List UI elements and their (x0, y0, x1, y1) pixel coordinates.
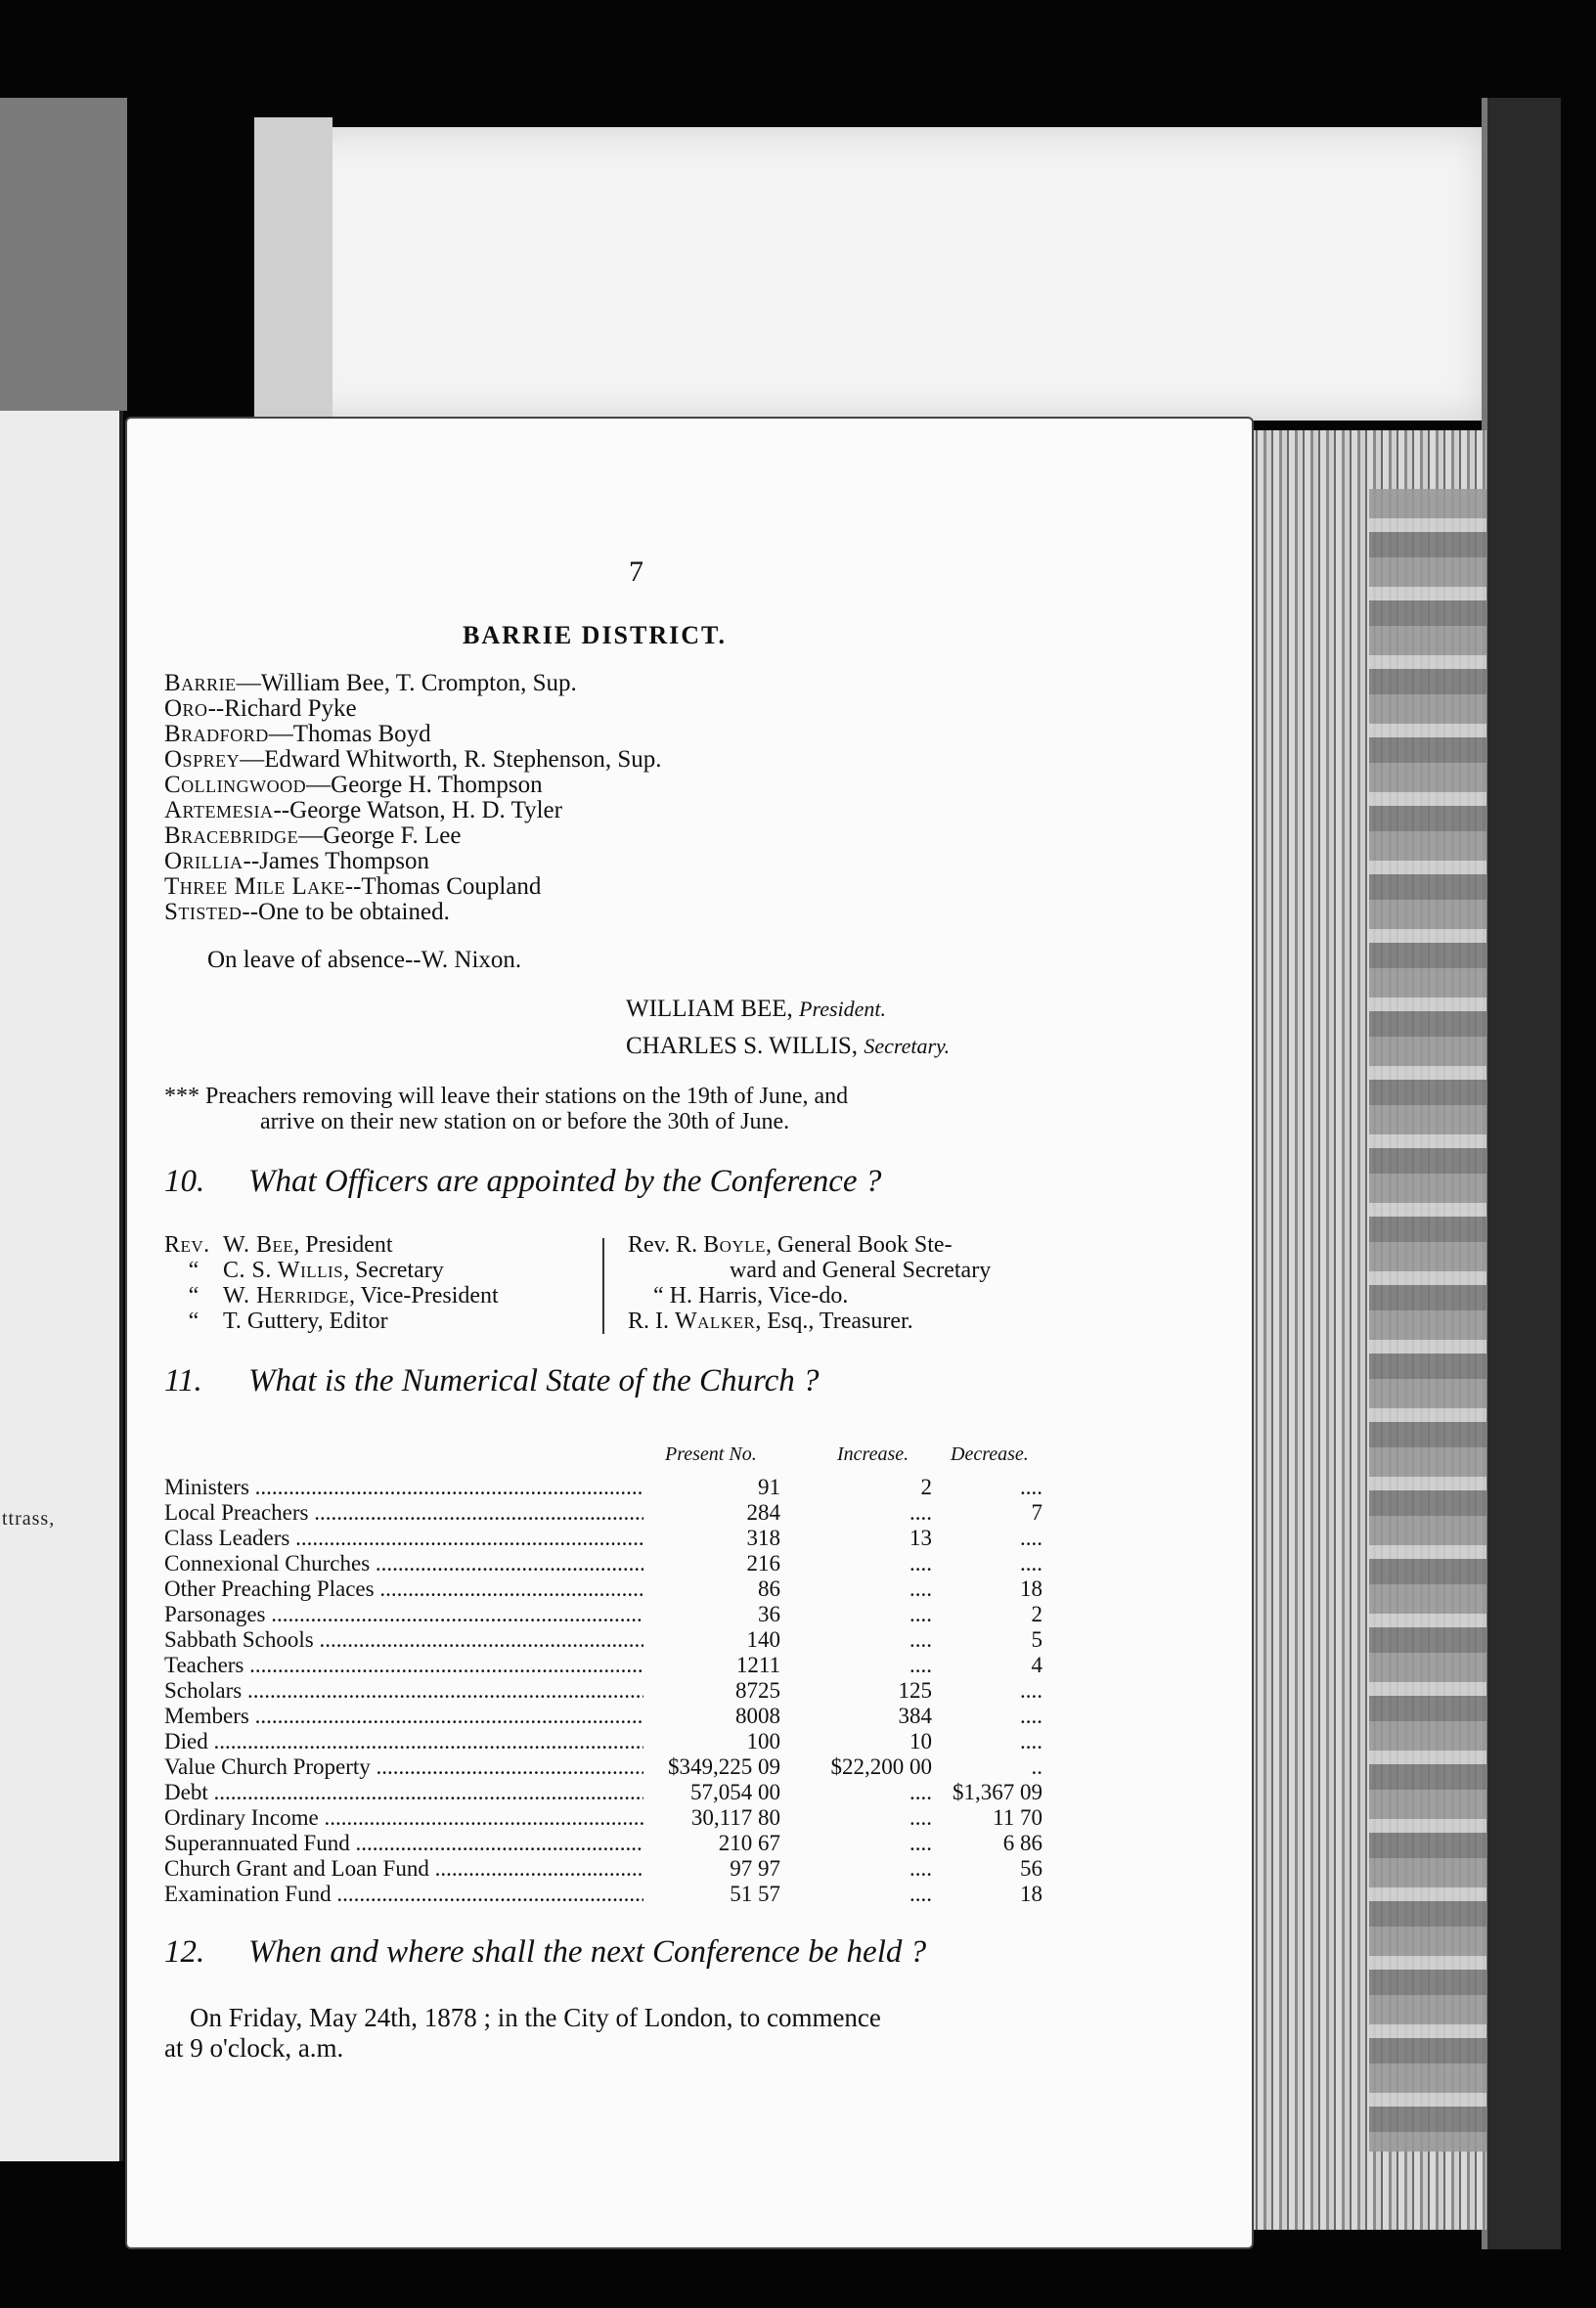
officer-name: Boyle (703, 1232, 766, 1258)
officer-entry (164, 1232, 499, 1258)
table-row (164, 1678, 1044, 1704)
torn-page-edges (1369, 489, 1486, 2152)
stat-label: Members ..... (164, 1704, 643, 1729)
table-row (164, 1729, 1044, 1754)
question-text: What is the Numerical State of the Church ? (248, 1363, 820, 1398)
signature-title: President. (799, 997, 887, 1021)
question-number: 11. (164, 1363, 202, 1398)
officer-entry (164, 1309, 499, 1334)
station-place: Three Mile Lake (164, 873, 345, 900)
stat-increase: .... (909, 1831, 932, 1855)
stat-present-no: 216 (746, 1551, 780, 1576)
station-ministers: --George Watson, H. D. Tyler (273, 797, 562, 823)
stat-label: Examination Fund ..... (164, 1882, 643, 1907)
leave-of-absence: On leave of absence--W. Nixon. (207, 947, 522, 973)
stat-increase: .... (909, 1500, 932, 1525)
numerical-state-table (164, 1475, 1044, 1907)
stat-decrease: 4 (1031, 1653, 1042, 1677)
officer-name: Walker (675, 1309, 756, 1334)
officer-text: “ H. Harris, Vice-do. (653, 1283, 849, 1309)
station-ministers: --Richard Pyke (207, 695, 357, 722)
stat-increase: .... (909, 1805, 932, 1830)
stat-increase: 13 (909, 1526, 932, 1550)
stat-label: Teachers ..... (164, 1653, 643, 1678)
officer-name: T. Guttery (223, 1309, 318, 1334)
officers-left-column (164, 1232, 499, 1334)
question-10-heading (164, 1164, 1044, 1200)
table-row (164, 1602, 1044, 1627)
stat-decrease: 18 (1020, 1576, 1042, 1601)
station-ministers: —William Bee, T. Crompton, Sup. (236, 670, 577, 696)
station-entry (164, 849, 1044, 874)
signature-president (626, 996, 886, 1023)
stat-label: Class Leaders ..... (164, 1526, 643, 1551)
officer-entry (628, 1232, 991, 1258)
removal-notice (164, 1084, 1040, 1134)
stat-decrease: .. (1031, 1754, 1042, 1779)
stat-present-no: 57,054 00 (690, 1780, 780, 1804)
book-cover-edge (1482, 98, 1561, 2249)
stat-present-no: 97 97 (730, 1856, 780, 1881)
stat-increase: 384 (898, 1704, 932, 1728)
officer-entry (628, 1309, 991, 1334)
stat-decrease: 6 86 (1002, 1831, 1042, 1855)
officer-entry (164, 1258, 499, 1283)
stat-label: Ordinary Income ..... (164, 1805, 643, 1831)
stat-present-no: 86 (758, 1576, 780, 1601)
left-page-text-fragment: ttrass, (2, 1508, 56, 1530)
stat-label: Died ..... (164, 1729, 643, 1754)
stat-decrease: .... (1020, 1526, 1042, 1550)
notice-line: arrive on their new station on or before the 30th of June. (260, 1109, 790, 1134)
table-row (164, 1500, 1044, 1526)
officer-prefix: Rev. (164, 1232, 210, 1258)
stat-increase: .... (909, 1627, 932, 1652)
officer-text: Rev. R. (628, 1232, 704, 1258)
station-ministers: --One to be obtained. (242, 899, 450, 925)
station-entry (164, 900, 1044, 925)
stat-increase: .... (909, 1602, 932, 1626)
station-place: Osprey (164, 746, 241, 773)
stat-decrease: .... (1020, 1475, 1042, 1499)
station-place: Collingwood (164, 772, 307, 798)
header-present-no: Present No. (665, 1443, 757, 1465)
station-place: Oro (164, 695, 208, 722)
stat-decrease: 7 (1031, 1500, 1042, 1525)
officer-role: , President (293, 1232, 393, 1258)
page-number: 7 (629, 555, 643, 588)
header-decrease: Decrease. (951, 1443, 1029, 1465)
table-row (164, 1576, 1044, 1602)
stat-decrease: .... (1020, 1551, 1042, 1576)
table-row (164, 1526, 1044, 1551)
signature-title: Secretary. (864, 1034, 951, 1058)
stat-decrease: 11 70 (993, 1805, 1042, 1830)
station-place: Stisted (164, 899, 243, 925)
stat-label: Sabbath Schools ..... (164, 1627, 643, 1653)
officer-text: ward and General Secretary (730, 1258, 992, 1283)
stat-decrease: .... (1020, 1678, 1042, 1703)
station-ministers: --James Thompson (243, 848, 430, 874)
station-entry (164, 696, 1044, 722)
page-edges (1242, 430, 1486, 2230)
officer-entry (164, 1283, 499, 1309)
stat-increase: .... (909, 1856, 932, 1881)
station-entry (164, 874, 1044, 900)
table-row (164, 1780, 1044, 1805)
inserted-slip (293, 127, 1486, 421)
stat-label: Ministers ..... (164, 1475, 643, 1500)
stat-label: Church Grant and Loan Fund ..... (164, 1856, 643, 1882)
table-row (164, 1831, 1044, 1856)
question-text: What Officers are appointed by the Conference ? (248, 1164, 882, 1199)
stat-label: Value Church Property ..... (164, 1754, 643, 1780)
table-row (164, 1551, 1044, 1576)
stat-decrease: 56 (1020, 1856, 1042, 1881)
stat-present-no: 51 57 (730, 1882, 780, 1906)
stat-present-no: 318 (746, 1526, 780, 1550)
station-entry (164, 671, 1044, 696)
stat-increase: $22,200 00 (830, 1754, 932, 1779)
stat-label: Other Preaching Places ..... (164, 1576, 643, 1602)
officer-prefix: “ (188, 1283, 200, 1309)
stat-increase: 125 (898, 1678, 932, 1703)
officer-name: W. Bee (223, 1232, 294, 1258)
station-ministers: --Thomas Coupland (344, 873, 542, 900)
stat-increase: 2 (920, 1475, 932, 1499)
officers-list (164, 1232, 1044, 1342)
table-row (164, 1653, 1044, 1678)
station-ministers: —George F. Lee (298, 822, 462, 849)
station-entry (164, 773, 1044, 798)
stat-present-no: 284 (746, 1500, 780, 1525)
station-entry (164, 798, 1044, 823)
notice-line: *** Preachers removing will leave their stations on the 19th of June, and (164, 1084, 849, 1109)
stat-increase: .... (909, 1653, 932, 1677)
table-row (164, 1754, 1044, 1780)
officer-entry (628, 1258, 991, 1283)
stat-decrease: .... (1020, 1704, 1042, 1728)
answer-line: On Friday, May 24th, 1878 ; in the City of London, to commence (190, 2003, 881, 2032)
stat-label: Scholars ..... (164, 1678, 643, 1704)
stat-present-no: 36 (758, 1602, 780, 1626)
station-ministers: —George H. Thompson (306, 772, 543, 798)
officer-name: C. S. Willis (223, 1258, 344, 1283)
station-ministers: —Thomas Boyd (268, 721, 431, 747)
officer-text: , General Book Ste- (765, 1232, 953, 1258)
stat-present-no: 140 (746, 1627, 780, 1652)
stat-label: Debt ..... (164, 1780, 643, 1805)
officer-prefix: “ (188, 1258, 200, 1283)
officer-role: , Vice-President (348, 1283, 499, 1309)
stat-decrease: 2 (1031, 1602, 1042, 1626)
header-increase: Increase. (837, 1443, 909, 1465)
stat-increase: .... (909, 1576, 932, 1601)
table-row (164, 1882, 1044, 1907)
district-title: BARRIE DISTRICT. (463, 621, 727, 649)
book-page (127, 419, 1252, 2247)
stat-increase: 10 (909, 1729, 932, 1753)
stat-label: Parsonages ..... (164, 1602, 643, 1627)
stat-decrease: 5 (1031, 1627, 1042, 1652)
station-place: Barrie (164, 670, 237, 696)
table-row (164, 1475, 1044, 1500)
stat-present-no: 210 67 (718, 1831, 780, 1855)
station-entry (164, 747, 1044, 773)
station-ministers: —Edward Whitworth, R. Stephenson, Sup. (240, 746, 662, 773)
officer-role: , Secretary (343, 1258, 444, 1283)
station-list (164, 671, 1044, 925)
stat-decrease: $1,367 09 (953, 1780, 1042, 1804)
left-page-top-edge (0, 98, 127, 411)
stat-decrease: .... (1020, 1729, 1042, 1753)
stat-present-no: 8008 (735, 1704, 780, 1728)
officer-prefix: “ (188, 1309, 200, 1334)
stat-increase: .... (909, 1882, 932, 1906)
stat-present-no: 100 (746, 1729, 780, 1753)
signature-secretary (626, 1033, 950, 1060)
question-number: 12. (164, 1934, 205, 1970)
table-row (164, 1627, 1044, 1653)
stat-present-no: $349,225 09 (668, 1754, 780, 1779)
stat-present-no: 91 (758, 1475, 780, 1499)
stat-label: Local Preachers ..... (164, 1500, 643, 1526)
question-12-heading (164, 1934, 1044, 1971)
stat-increase: .... (909, 1551, 932, 1576)
answer-line: at 9 o'clock, a.m. (164, 2033, 344, 2063)
station-place: Artemesia (164, 797, 274, 823)
stat-present-no: 1211 (735, 1653, 780, 1677)
signature-name: WILLIAM BEE, (626, 996, 793, 1022)
stat-present-no: 8725 (735, 1678, 780, 1703)
station-entry (164, 823, 1044, 849)
station-place: Bradford (164, 721, 269, 747)
slip-shadow (254, 117, 332, 430)
stat-decrease: 18 (1020, 1882, 1042, 1906)
question-11-heading (164, 1363, 1044, 1399)
officer-role: , Editor (317, 1309, 388, 1334)
officer-name: W. Herridge (223, 1283, 349, 1309)
table-row (164, 1805, 1044, 1831)
station-place: Bracebridge (164, 822, 299, 849)
stat-label: Superannuated Fund ..... (164, 1831, 643, 1856)
stat-label: Connexional Churches ..... (164, 1551, 643, 1576)
officers-right-column (628, 1232, 991, 1334)
column-divider (602, 1238, 604, 1334)
stat-increase: .... (909, 1780, 932, 1804)
table-row (164, 1856, 1044, 1882)
station-entry (164, 722, 1044, 747)
question-number: 10. (164, 1164, 205, 1199)
signature-name: CHARLES S. WILLIS, (626, 1033, 859, 1059)
conference-answer (164, 2003, 1044, 2064)
officer-text: R. I. (628, 1309, 675, 1334)
station-place: Orillia (164, 848, 244, 874)
stat-present-no: 30,117 80 (690, 1805, 780, 1830)
officer-entry (628, 1283, 991, 1309)
left-page (0, 411, 123, 2161)
table-row (164, 1704, 1044, 1729)
question-text: When and where shall the next Conference be held ? (248, 1934, 927, 1970)
officer-text: , Esq., Treasurer. (755, 1309, 913, 1334)
